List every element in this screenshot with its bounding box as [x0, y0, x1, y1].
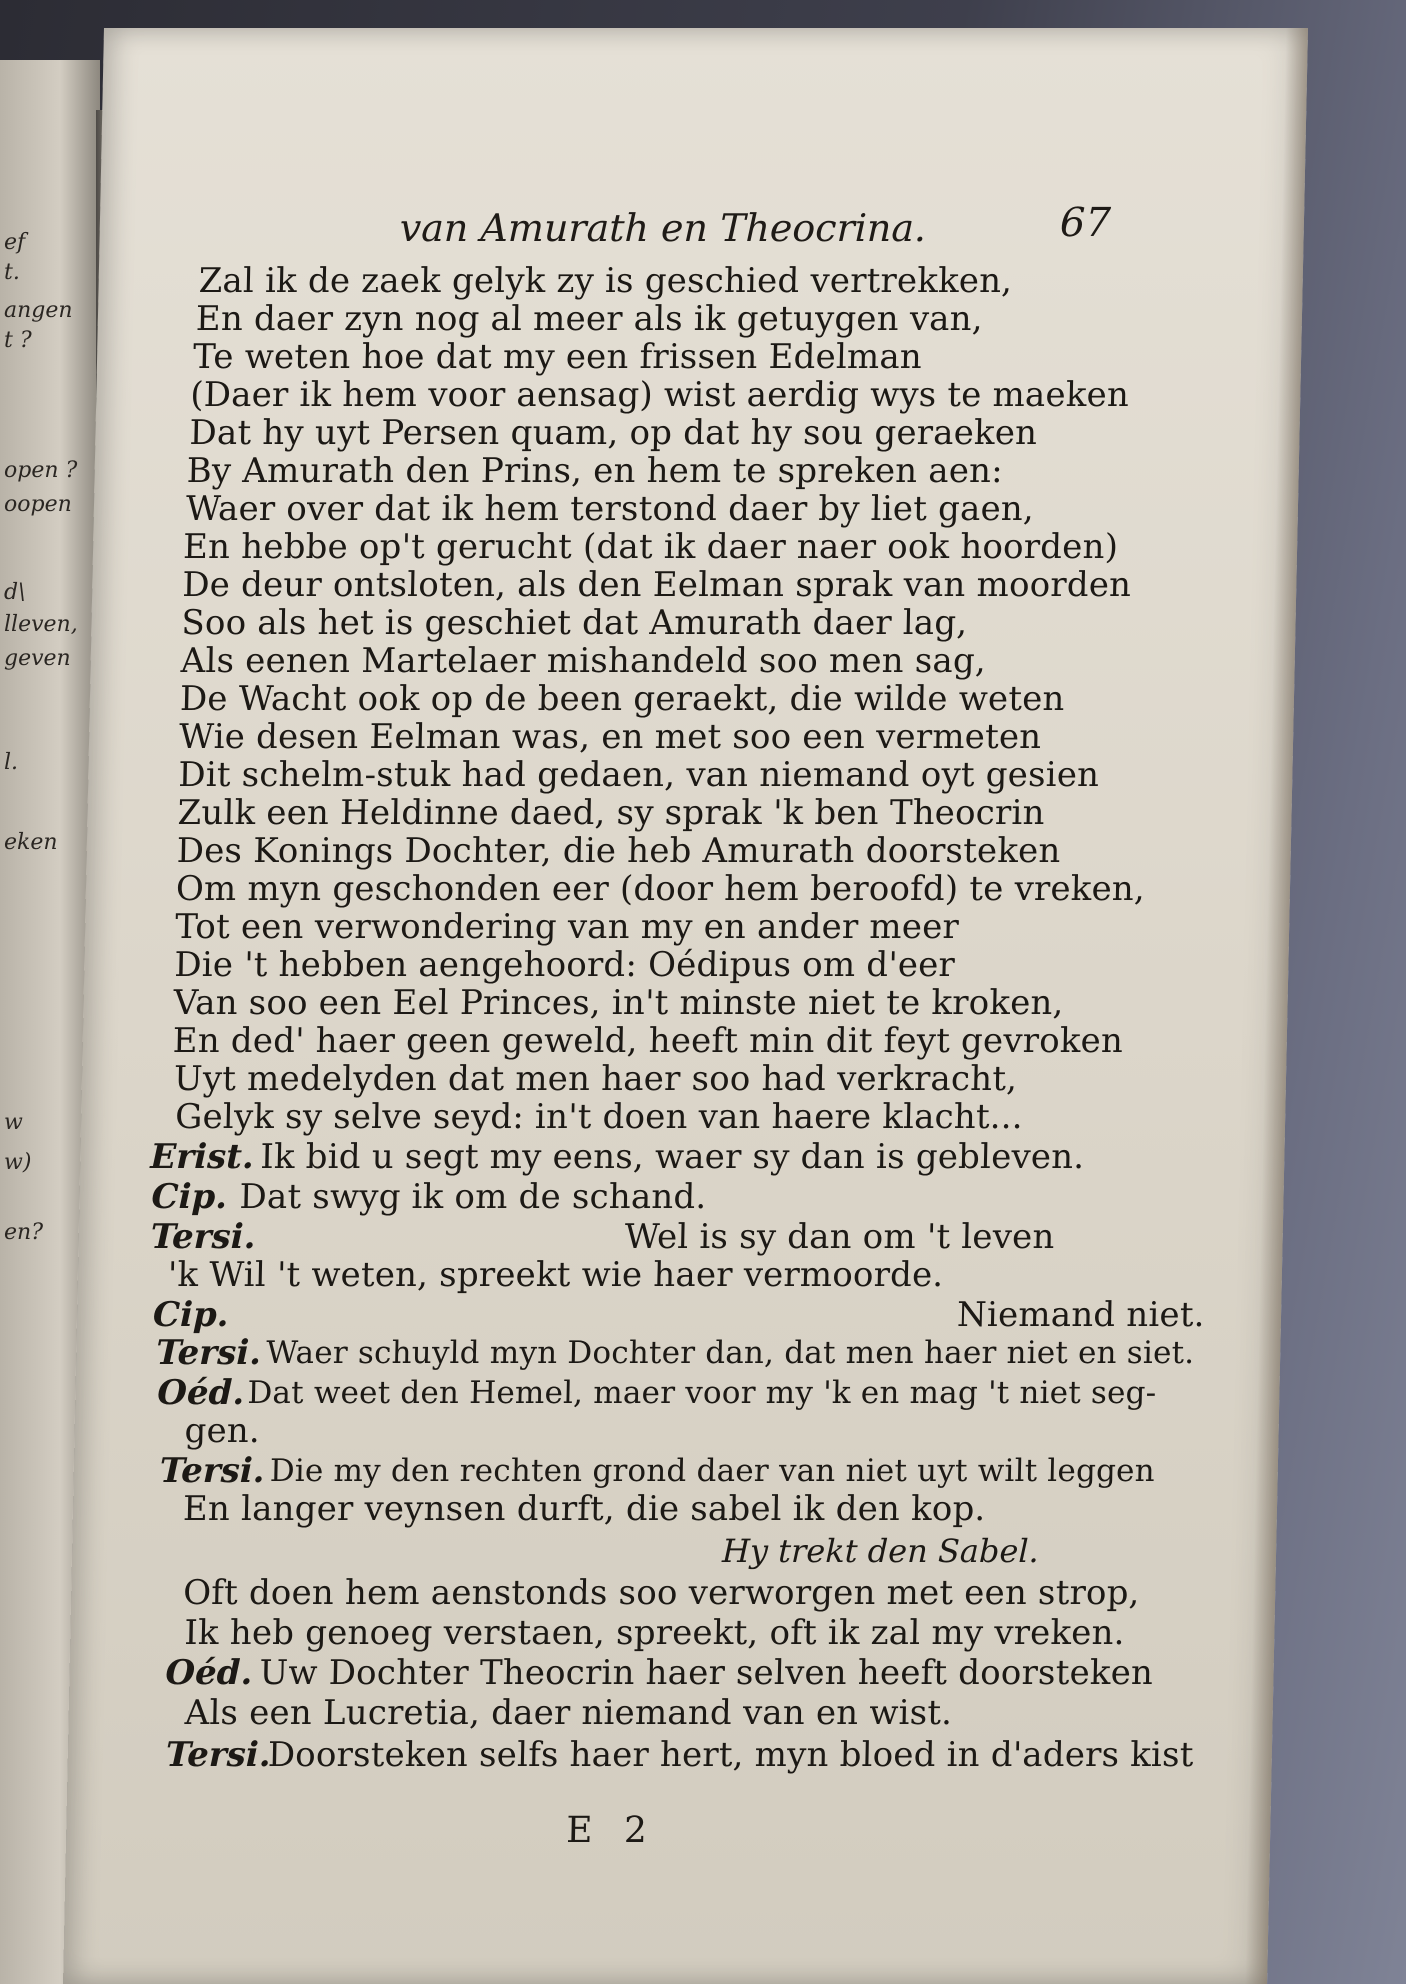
- speaker-label: Cip.: [152, 1295, 230, 1335]
- verse-line: Dit schelm-stuk had gedaen, van niemand oyt gesien: [177, 755, 1100, 795]
- verse-line: gen.: [184, 1411, 261, 1451]
- verse-line: Gelyk sy selve seyd: in't doen van haere klacht...: [174, 1097, 1024, 1137]
- verse-line: Ik heb genoeg verstaen, spreekt, oft ik zal my vreken.: [183, 1613, 1126, 1653]
- verse-line: Uw Dochter Theocrin haer selven heeft doorsteken: [259, 1653, 1154, 1693]
- verse-line: Als een Lucretia, daer niemand van en wist.: [184, 1693, 953, 1733]
- verse-line: En langer veynsen durft, die sabel ik den kop.: [182, 1489, 986, 1529]
- page-number: 67: [1059, 200, 1112, 246]
- book-page: [63, 28, 1308, 1984]
- speaker-label: Tersi.: [155, 1333, 262, 1373]
- left-fragment: oopen: [4, 492, 72, 517]
- verse-line: De deur ontsloten, als den Eelman sprak van moorden: [181, 565, 1132, 605]
- speaker-label: Erist.: [149, 1137, 255, 1177]
- verse-line: En hebbe op't gerucht (dat ik daer naer ook hoorden): [182, 527, 1119, 567]
- left-fragment: open ?: [4, 458, 78, 483]
- verse-line: Die my den rechten grond daer van niet uyt wilt leggen: [269, 1453, 1156, 1489]
- verse-line: Waer over dat ik hem terstond daer by liet gaen,: [185, 489, 1035, 529]
- verse-line: Dat hy uyt Persen quam, op dat hy sou geraeken: [189, 413, 1038, 453]
- verse-line: Om myn geschonden eer (door hem beroofd) te vreken,: [175, 869, 1146, 909]
- left-fragment: t.: [4, 260, 20, 285]
- verse-line: Zal ik de zaek gelyk zy is geschied vertrekken,: [198, 261, 1013, 301]
- verse-line: (Daer ik hem voor aensag) wist aerdig wys te maeken: [189, 375, 1130, 415]
- speaker-label: Tersi.: [165, 1735, 272, 1775]
- verse-line: En ded' haer geen geweld, heeft min dit feyt gevroken: [172, 1021, 1124, 1061]
- verse-line: Uyt medelyden dat men haer soo had verkracht,: [173, 1059, 1018, 1099]
- verse-line: Niemand niet.: [956, 1295, 1206, 1335]
- verse-line: Doorsteken selfs haer hert, myn bloed in d'aders kist: [267, 1735, 1195, 1775]
- verse-line: Oft doen hem aenstonds soo verworgen met een strop,: [182, 1573, 1141, 1613]
- speaker-label: Tersi.: [159, 1451, 266, 1491]
- signature-mark: E 2: [565, 1810, 658, 1851]
- running-head: van Amurath en Theocrina.: [399, 206, 927, 250]
- stage-direction: Hy trekt den Sabel.: [721, 1532, 1040, 1570]
- speaker-label: Cip.: [151, 1177, 228, 1217]
- verse-line: Des Konings Dochter, die heb Amurath doorsteken: [176, 831, 1062, 871]
- verse-line: En daer zyn nog al meer als ik getuygen van,: [195, 299, 984, 339]
- left-fragment: w): [4, 1150, 32, 1175]
- verse-line: Waer schuyld myn Dochter dan, dat men haer niet en siet.: [265, 1335, 1195, 1371]
- verse-line: 'k Wil 't weten, spreekt wie haer vermoorde.: [167, 1255, 944, 1295]
- verse-line: Ik bid u segt my eens, waer sy dan is gebleven.: [259, 1137, 1085, 1177]
- left-fragment: w: [4, 1110, 23, 1135]
- left-fragment: lleven,: [4, 612, 78, 637]
- left-fragment: geven: [4, 646, 71, 671]
- left-fragment: l.: [4, 750, 19, 775]
- speaker-label: Oéd.: [165, 1653, 253, 1693]
- left-fragment: angen: [4, 298, 73, 323]
- verse-line: Dat swyg ik om de schand.: [239, 1177, 707, 1217]
- verse-line: Wel is sy dan om 't leven: [624, 1217, 1055, 1257]
- verse-line: De Wacht ook op de been geraekt, die wilde weten: [179, 679, 1066, 719]
- left-fragment: eken: [4, 830, 58, 855]
- speaker-label: Oéd.: [156, 1373, 245, 1413]
- verse-line: Die 't hebben aengehoord: Oédipus om d'eer: [173, 945, 956, 985]
- left-fragment: d\: [4, 580, 26, 605]
- verse-line: Zulk een Heldinne daed, sy sprak 'k ben Theocrin: [177, 793, 1046, 833]
- left-fragment: en?: [4, 1220, 43, 1245]
- left-fragment: t ?: [4, 328, 32, 353]
- verse-line: Dat weet den Hemel, maer voor my 'k en mag 't niet seg-: [247, 1375, 1157, 1411]
- verse-line: Van soo een Eel Princes, in't minste niet te kroken,: [173, 983, 1065, 1023]
- verse-line: By Amurath den Prins, en hem te spreken aen:: [186, 451, 1004, 491]
- verse-line: Soo als het is geschiet dat Amurath daer lag,: [181, 603, 968, 643]
- verse-line: Te weten hoe dat my een frissen Edelman: [192, 337, 923, 377]
- speaker-label: Tersi.: [150, 1217, 256, 1257]
- verse-line: Tot een verwondering van my en ander meer: [174, 907, 960, 947]
- verse-line: Wie desen Eelman was, en met soo een vermeten: [178, 717, 1042, 757]
- verse-line: Als eenen Martelaer mishandeld soo men sag,: [180, 641, 987, 681]
- left-fragment: ef: [4, 230, 26, 255]
